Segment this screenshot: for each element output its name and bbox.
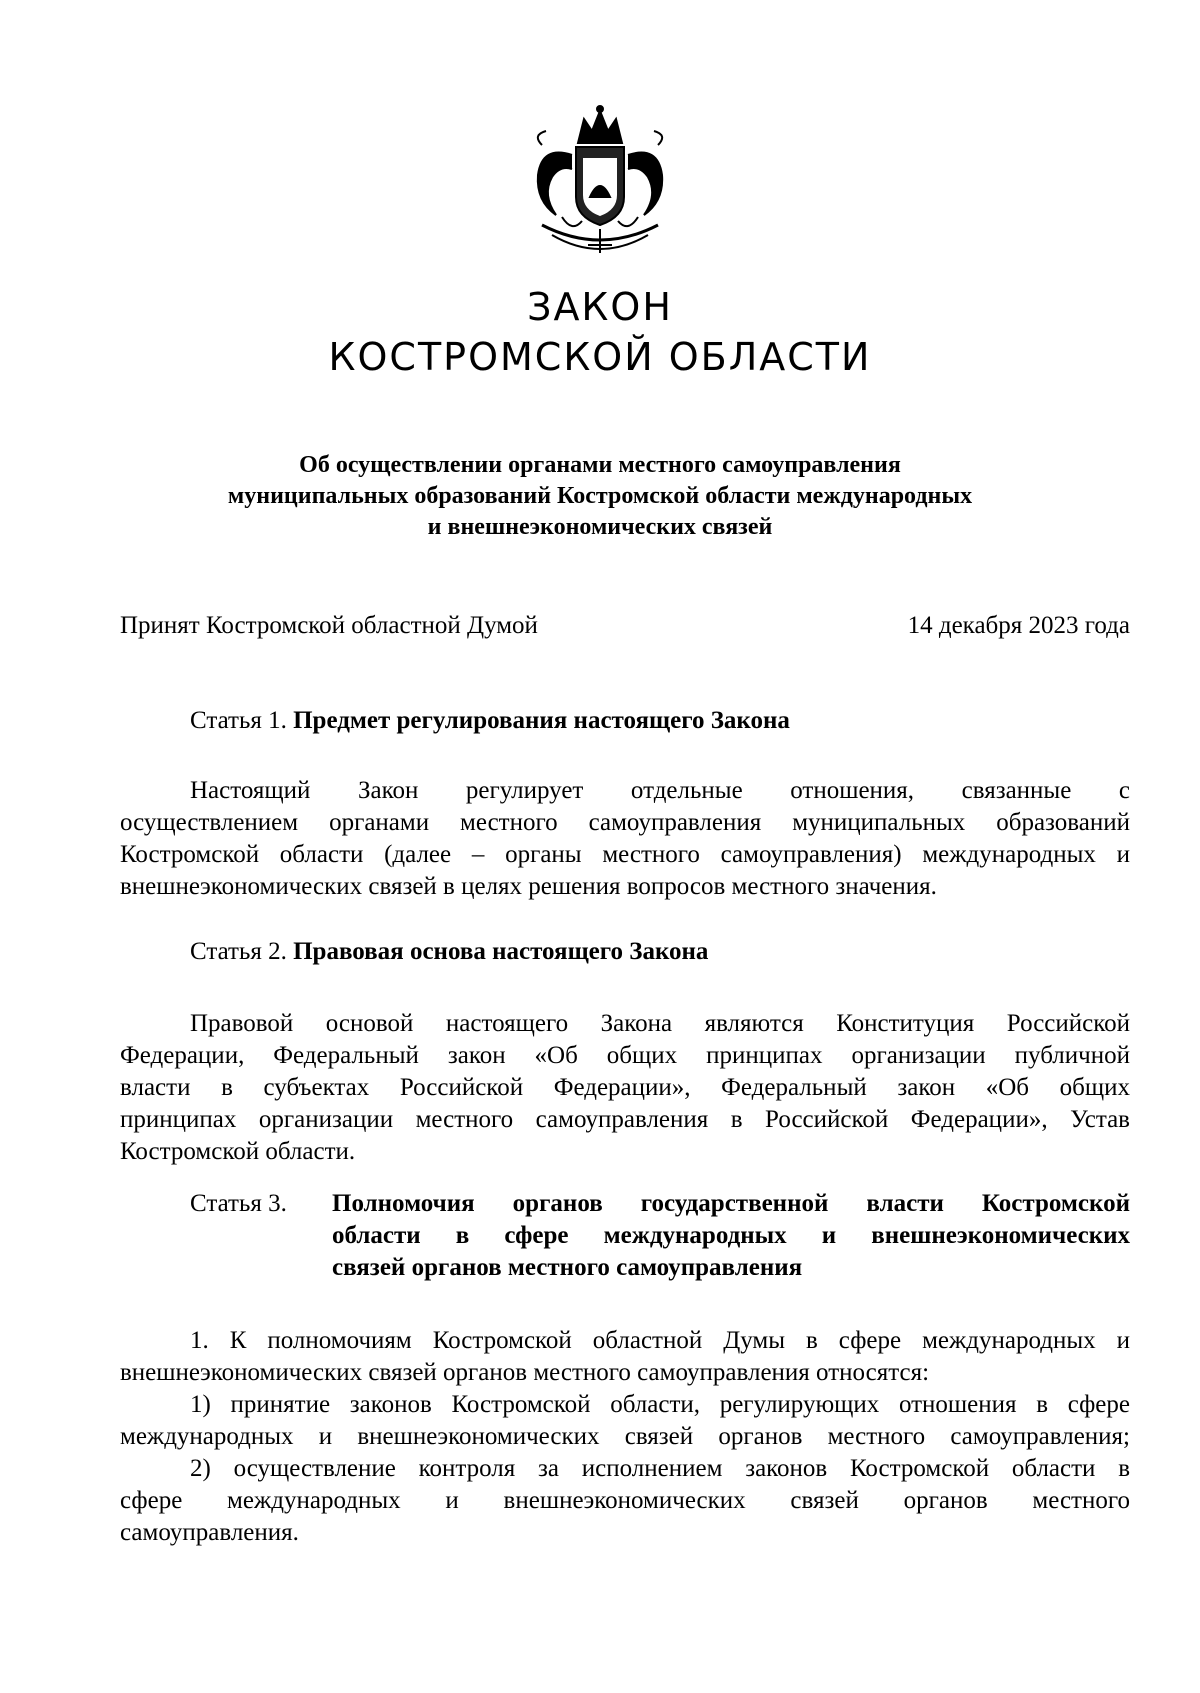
text-line: осуществлением органами местного самоуправления муниципальных образований <box>120 809 1130 836</box>
text-line: самоуправления. <box>120 1519 299 1546</box>
article-3-text <box>120 1325 1130 1549</box>
text-line: Федерации, Федеральный закон «Об общих принципах организации публичной <box>120 1042 1130 1069</box>
adopted-by: Принят Костромской областной Думой <box>120 612 538 639</box>
text-line: международных и внешнеэкономических связей органов местного самоуправления; <box>120 1423 1130 1450</box>
document-title-line: и внешнеэкономических связей <box>427 514 773 540</box>
text-line: Правовой основой настоящего Закона являются Конституция Российской <box>190 1010 1130 1037</box>
article-label: Статья 2. <box>190 938 287 965</box>
text-line: внешнеэкономических связей в целях решения вопросов местного значения. <box>120 873 937 900</box>
article-title <box>332 1188 1130 1284</box>
document-title <box>150 450 1050 543</box>
article-2-heading <box>190 938 708 966</box>
text-line: Настоящий Закон регулирует отдельные отношения, связанные с <box>190 777 1130 804</box>
article-2-text <box>120 1008 1130 1168</box>
text-line: Костромской области (далее – органы местного самоуправления) международных и <box>120 841 1130 868</box>
adoption-date: 14 декабря 2023 года <box>907 612 1130 639</box>
coat-of-arms-icon <box>512 105 688 265</box>
text-line: 1) принятие законов Костромской области, регулирующих отношения в сфере <box>190 1391 1130 1418</box>
document-title-line: муниципальных образований Костромской области международных <box>227 483 973 509</box>
text-line: власти в субъектах Российской Федерации», Федеральный закон «Об общих <box>120 1074 1130 1101</box>
text-line: сфере международных и внешнеэкономических связей органов местного <box>120 1487 1130 1514</box>
law-heading: ЗАКОН <box>527 285 673 329</box>
document-title-line: Об осуществлении органами местного самоуправления <box>299 452 901 478</box>
article-title: Предмет регулирования настоящего Закона <box>293 707 790 734</box>
text-line: принципах организации местного самоуправления в Российской Федерации», Устав <box>120 1106 1130 1133</box>
article-1-text <box>120 775 1130 903</box>
article-title-line: связей органов местного самоуправления <box>332 1254 803 1281</box>
region-heading: КОСТРОМСКОЙ ОБЛАСТИ <box>328 335 872 379</box>
article-title: Правовая основа настоящего Закона <box>293 938 709 965</box>
article-1-heading <box>190 707 790 735</box>
article-title-line: области в сфере международных и внешнеэкономических <box>332 1222 1130 1249</box>
text-line: внешнеэкономических связей органов местного самоуправления относятся: <box>120 1359 930 1386</box>
text-line: 2) осуществление контроля за исполнением законов Костромской области в <box>190 1455 1130 1482</box>
text-line: 1. К полномочиям Костромской областной Думы в сфере международных и <box>190 1327 1130 1354</box>
article-label: Статья 3. <box>190 1190 287 1217</box>
text-line: Костромской области. <box>120 1138 356 1165</box>
article-label: Статья 1. <box>190 707 287 734</box>
article-title-line: Полномочия органов государственной власти Костромской <box>332 1190 1130 1217</box>
